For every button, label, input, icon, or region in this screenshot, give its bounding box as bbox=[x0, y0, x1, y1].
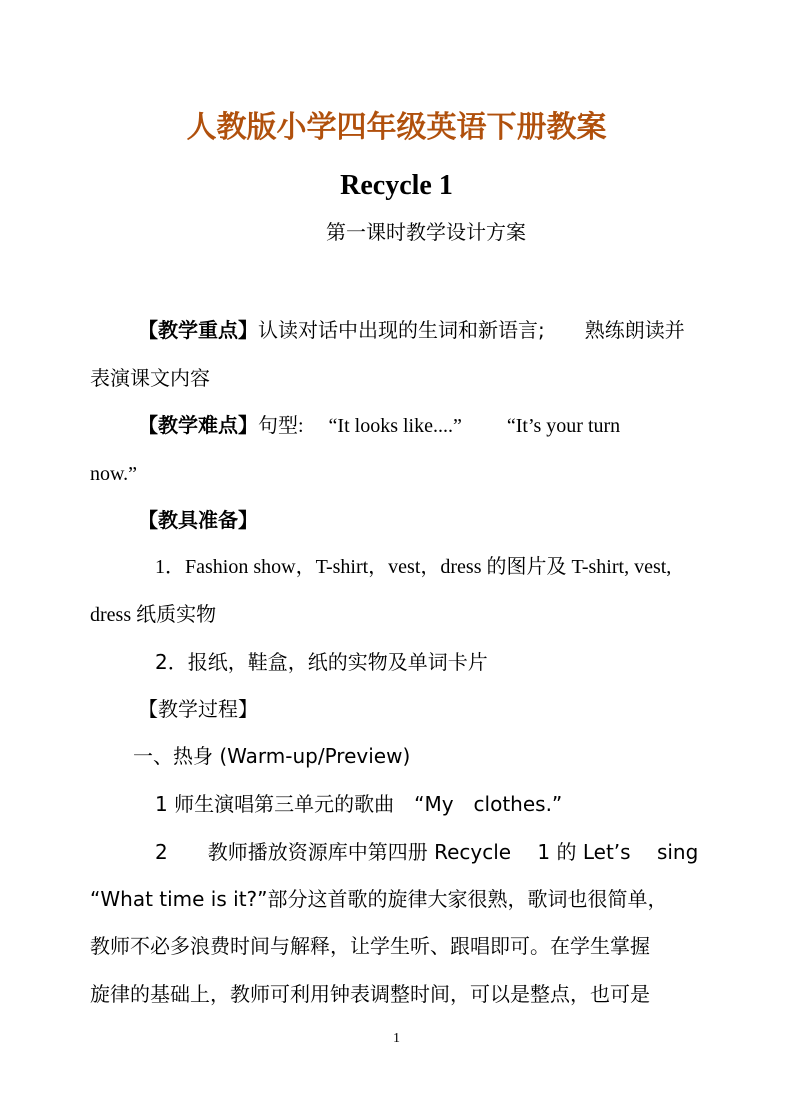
process-label: 【教学过程】 bbox=[138, 697, 258, 721]
focus-text-line2: 表演课文内容 bbox=[90, 366, 210, 390]
warmup-heading: 一、热身 (Warm-up/Preview) bbox=[133, 744, 411, 768]
page-number: 1 bbox=[393, 1031, 400, 1046]
lesson-subtitle: 第一课时教学设计方案 bbox=[326, 220, 526, 244]
difficult-paragraph bbox=[138, 411, 620, 439]
difficult-text-line1: 句型: “It looks like....” “It’s your turn bbox=[258, 415, 621, 437]
focus-label: 【教学重点】 bbox=[138, 318, 258, 342]
focus-text-line1: 认读对话中出现的生词和新语言; 熟练朗读并 bbox=[258, 318, 685, 342]
step2-line2: “What time is it?”部分这首歌的旋律大家很熟，歌词也很简单， bbox=[90, 887, 668, 911]
prep-item1-line1: 1．Fashion show，T-shirt，vest，dress 的图片及 T-shirt, vest, bbox=[155, 556, 672, 578]
prep-item2: 2．报纸，鞋盒，纸的实物及单词卡片 bbox=[155, 650, 488, 674]
doc-subtitle: Recycle 1 bbox=[340, 170, 453, 201]
step2-line1: 2 教师播放资源库中第四册 Recycle 1 的 Let’s sing bbox=[155, 840, 699, 864]
step2-line3: 教师不必多浪费时间与解释，让学生听、跟唱即可。在学生掌握 bbox=[90, 934, 650, 958]
prep-item1-line2: dress 纸质实物 bbox=[90, 604, 217, 626]
focus-paragraph bbox=[138, 316, 685, 344]
step2-line4: 旋律的基础上，教师可利用钟表调整时间，可以是整点，也可是 bbox=[90, 982, 650, 1006]
doc-title: 人教版小学四年级英语下册教案 bbox=[186, 110, 607, 145]
step1-text: 1 师生演唱第三单元的歌曲 “My clothes.” bbox=[155, 792, 563, 816]
difficult-label: 【教学难点】 bbox=[138, 413, 258, 437]
prep-label: 【教具准备】 bbox=[138, 508, 258, 532]
difficult-text-line2: now.” bbox=[90, 463, 138, 485]
